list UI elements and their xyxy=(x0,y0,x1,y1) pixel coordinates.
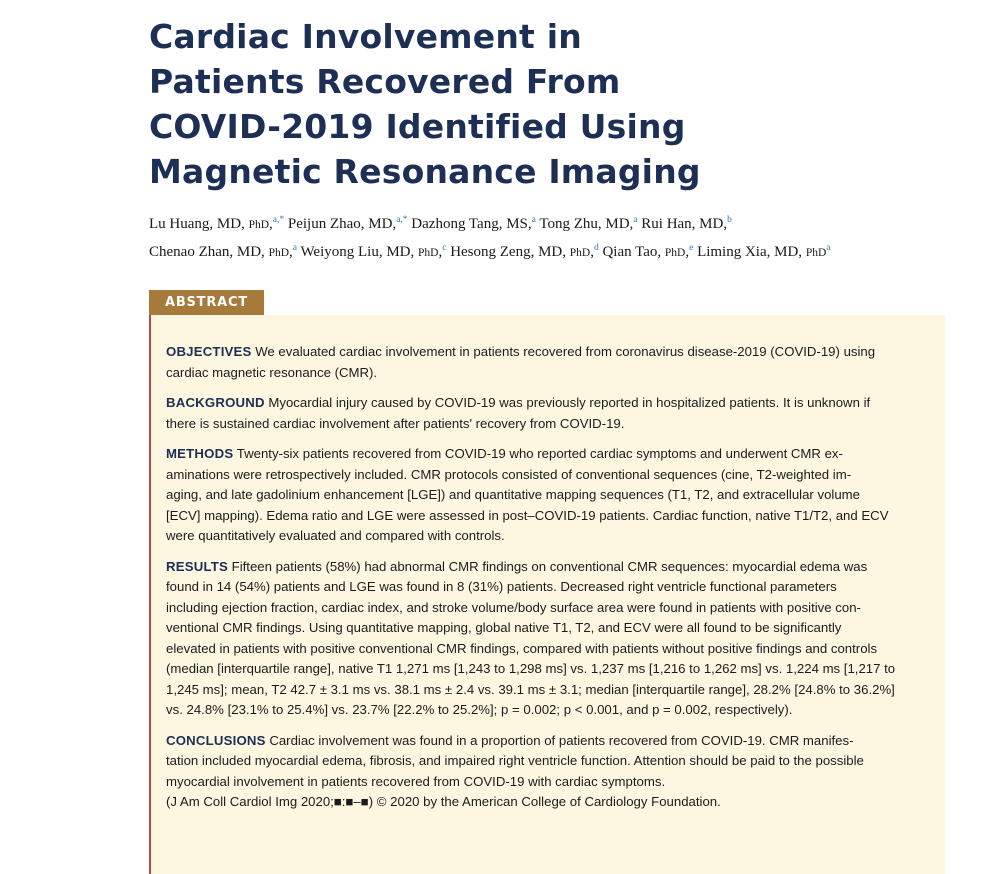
abstract-label: ABSTRACT xyxy=(149,290,264,315)
affiliation-mark[interactable]: c xyxy=(442,243,447,253)
abstract-body xyxy=(166,342,926,823)
section-heading: OBJECTIVES xyxy=(166,344,252,359)
section-heading: CONCLUSIONS xyxy=(166,732,266,748)
author: Qian Tao, PhD,$^e$ xyxy=(602,243,694,260)
title-line: Patients Recovered From xyxy=(149,62,621,101)
section-text: Cardiac involvement was found in a proportion of patients recovered from COVID-19. CMR manifes- xyxy=(269,732,854,748)
author-line-2 xyxy=(149,239,979,267)
section-text: there is sustained cardiac involvement after patients' recovery from COVID-19. xyxy=(166,415,625,431)
section-text: were quantitatively evaluated and compared with controls. xyxy=(166,528,505,543)
author: Lu Huang, MD, PhD,$^{a,*}$ xyxy=(149,215,285,232)
section-text: found in 14 (54%) patients and LGE was found in 8 (31%) patients. Decreased right ventricle functional parameters xyxy=(166,579,837,594)
section-heading: BACKGROUND xyxy=(166,395,265,410)
title-line: Magnetic Resonance Imaging xyxy=(149,152,701,191)
affiliation-mark[interactable]: a xyxy=(292,243,297,253)
objectives-section xyxy=(166,342,926,383)
author-line-1 xyxy=(149,211,979,239)
author: Weiyong Liu, MD, PhD,$^c$ xyxy=(300,243,447,260)
section-text: aminations were retrospectively included. CMR protocols consisted of conventional sequences (cine, T2-weighted im- xyxy=(166,466,852,482)
section-text: aging, and late gadolinium enhancement [LGE]) and quantitative mapping sequences (T1, T2, and extracellular volume xyxy=(166,487,860,502)
author: Dazhong Tang, MS,$^a$ xyxy=(411,215,536,232)
affiliation-mark[interactable]: a xyxy=(633,215,638,225)
article-title xyxy=(149,14,749,194)
section-text: including ejection fraction, cardiac index, and stroke volume/body surface area were found in patients with positive con- xyxy=(166,599,861,615)
title-line: Cardiac Involvement in xyxy=(149,17,582,56)
affiliation-mark[interactable]: b xyxy=(727,215,732,225)
section-text: Myocardial injury caused by COVID-19 was previously reported in hospitalized patients. It is unknown if xyxy=(268,395,871,410)
section-text: vs. 24.8% [23.1% to 25.4%] vs. 23.7% [22.2% to 25.2%]; p = 0.002; p < 0.001, and p = 0.002, respectively). xyxy=(166,702,793,717)
section-text: ventional CMR findings. Using quantitative mapping, global native T1, T2, and ECV were all found to be significantly xyxy=(166,620,842,635)
affiliation-mark[interactable]: a,* xyxy=(396,215,408,225)
methods-section xyxy=(166,444,926,547)
author: Peijun Zhao, MD,$^{a,*}$ xyxy=(287,215,408,232)
affiliation-mark[interactable]: a xyxy=(826,243,831,253)
section-text: (median [interquartile range], native T1 1,271 ms [1,243 to 1,298 ms] vs. 1,237 ms [1,216 to 1,262 ms] vs. 1,224 ms [1,217 to xyxy=(166,661,896,676)
section-text: elevated in patients with positive conventional CMR findings, compared with patients without positive findings and controls xyxy=(166,640,878,656)
section-text: 1,245 ms]; mean, T2 42.7 ± 3.1 ms vs. 38.1 ms ± 2.4 vs. 39.1 ms ± 3.1; median [interquartile range], 28.2% [24.8% to 36.2%] xyxy=(166,681,895,697)
section-text: [ECV] mapping). Edema ratio and LGE were assessed in post–COVID-19 patients. Cardiac function, native T1/T2, and ECV xyxy=(166,507,889,523)
author: Rui Han, MD,$^b$ xyxy=(641,215,732,232)
section-heading: METHODS xyxy=(166,446,234,461)
background-section xyxy=(166,393,926,434)
affiliation-mark[interactable]: d xyxy=(593,243,599,253)
author: Tong Zhu, MD,$^a$ xyxy=(539,215,638,232)
section-text: cardiac magnetic resonance (CMR). xyxy=(166,364,378,380)
author: Liming Xia, MD, PhD$^a$ xyxy=(697,243,831,260)
affiliation-mark[interactable]: e xyxy=(689,243,694,253)
affiliation-mark[interactable]: a,* xyxy=(272,215,285,225)
citation: (J Am Coll Cardiol Img 2020;■:■–■) © 2020 by the American College of Cardiology Foundation. xyxy=(166,794,721,809)
title-line: COVID-2019 Identified Using xyxy=(149,107,686,146)
author-list xyxy=(149,211,979,267)
section-text: We evaluated cardiac involvement in patients recovered from coronavirus disease-2019 (COVID-19) using xyxy=(255,344,876,359)
author: Hesong Zeng, MD, PhD,$^d$ xyxy=(450,243,599,260)
affiliation-mark[interactable]: a xyxy=(531,215,536,225)
section-text: Twenty-six patients recovered from COVID-19 who reported cardiac symptoms and underwent CMR ex- xyxy=(236,446,843,461)
results-section xyxy=(166,557,926,721)
section-text: tation included myocardial edema, fibrosis, and impaired right ventricle function. Attention should be paid to the possible xyxy=(166,753,864,768)
section-text: myocardial involvement in patients recovered from COVID-19 with cardiac symptoms. xyxy=(166,773,666,789)
section-heading: RESULTS xyxy=(166,558,228,574)
section-text: Fifteen patients (58%) had abnormal CMR findings on conventional CMR sequences: myocardial edema was xyxy=(231,558,868,574)
conclusions-section xyxy=(166,731,926,813)
author: Chenao Zhan, MD, PhD,$^a$ xyxy=(149,243,297,260)
